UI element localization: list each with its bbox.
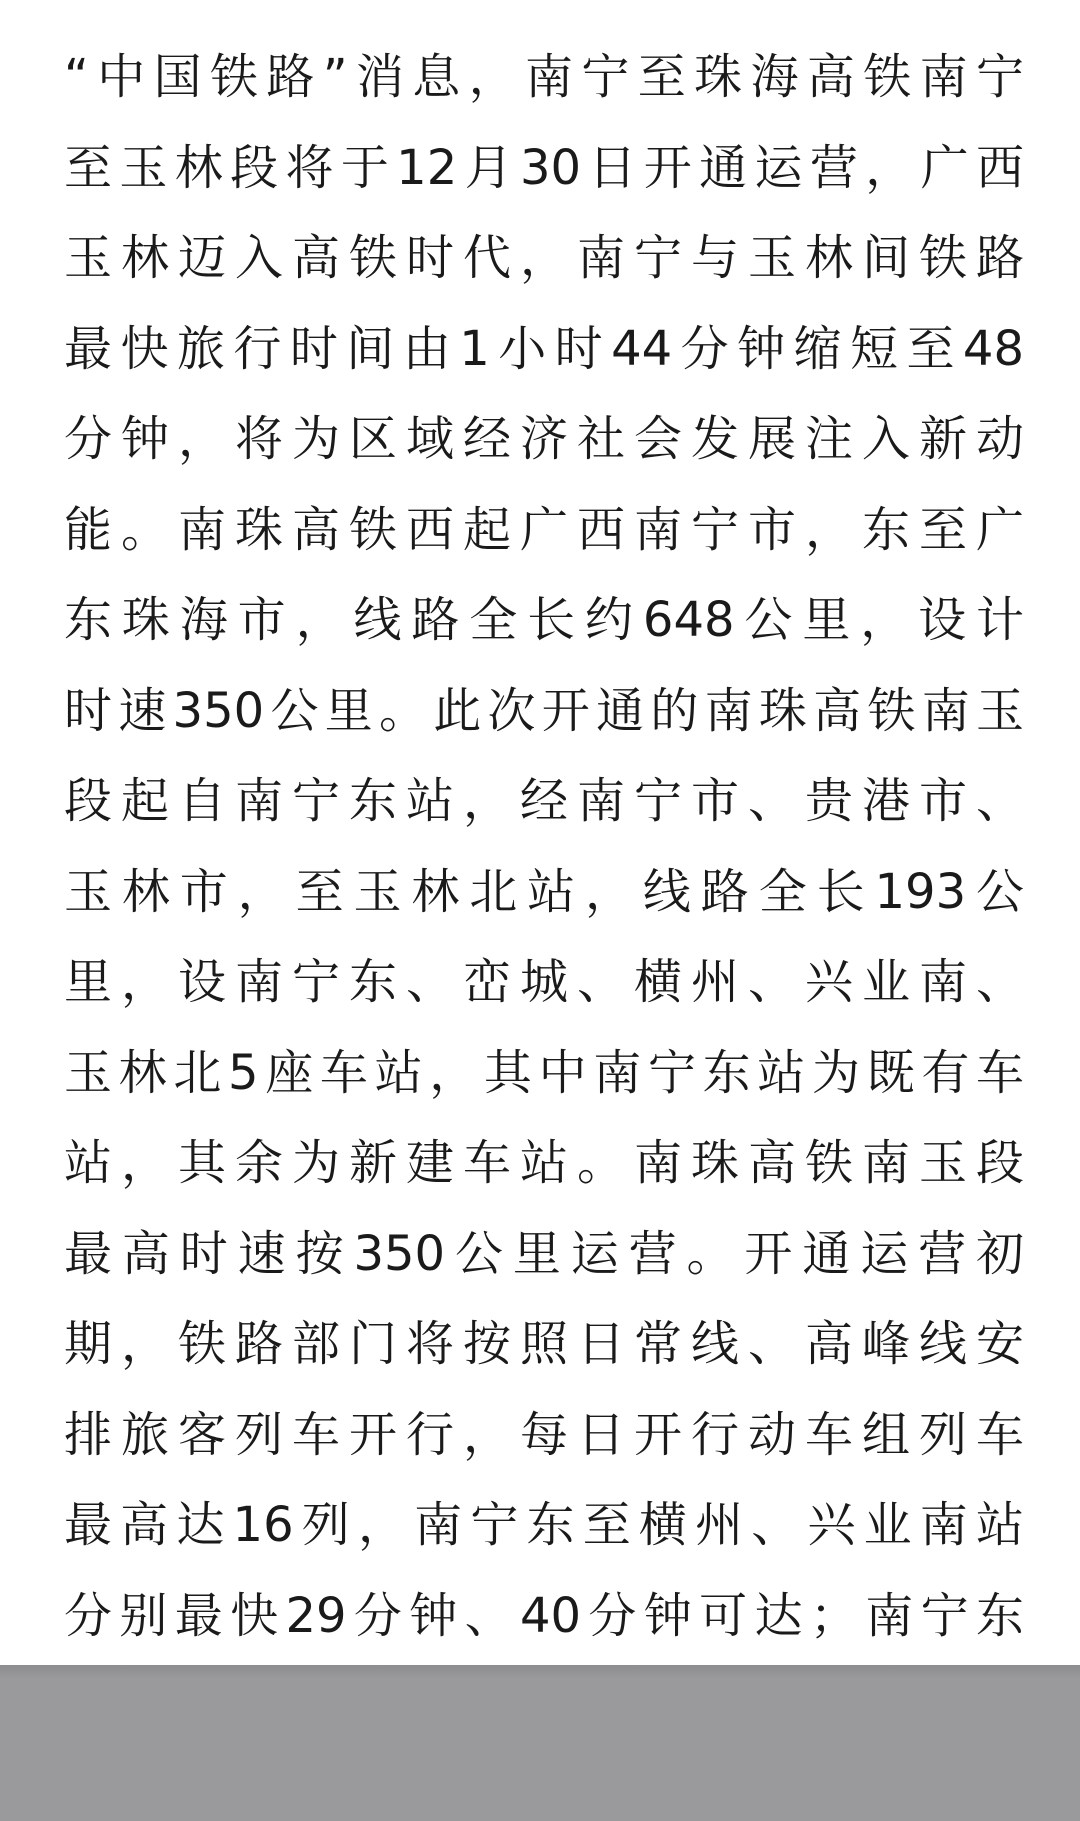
article-line: 最快旅行时间由1小时44分钟缩短至48 [64,320,1024,377]
bottom-overlay [0,1665,1080,1821]
article-line: 分别最快29分钟、40分钟可达；南宁东 [64,1587,1024,1644]
article-line: 东珠海市，线路全长约648公里，设计 [64,592,1024,648]
article-line: 分钟，将为区域经济社会发展注入新动 [64,411,1024,467]
article-line: 段起自南宁东站，经南宁市、贵港市、 [64,773,1024,829]
article-line: 最高达16列，南宁东至横州、兴业南站 [64,1497,1024,1553]
article-line: 期，铁路部门将按照日常线、高峰线安 [64,1316,1024,1372]
article-line: 至玉林段将于12月30日开通运营，广西 [64,139,1024,196]
article-line: 排旅客列车开行，每日开行动车组列车 [64,1406,1024,1463]
article-line: 能。南珠高铁西起广西南宁市，东至广 [64,501,1024,558]
article-body [64,32,1024,1661]
article-line: 最高时速按350公里运营。开通运营初 [64,1225,1024,1282]
article-line: 站，其余为新建车站。南珠高铁南玉段 [64,1135,1024,1191]
article-line: 里，设南宁东、峦城、横州、兴业南、 [64,954,1024,1010]
article-line: 玉林市，至玉林北站，线路全长193公 [64,863,1024,920]
article-line: 时速350公里。此次开通的南珠高铁南玉 [64,682,1024,739]
overlay-edge [0,1665,1080,1679]
article-line: “中国铁路”消息，南宁至珠海高铁南宁 [64,49,1024,105]
article-line: 玉林北5座车站，其中南宁东站为既有车 [64,1044,1024,1101]
article-line: 玉林迈入高铁时代，南宁与玉林间铁路 [64,230,1024,286]
